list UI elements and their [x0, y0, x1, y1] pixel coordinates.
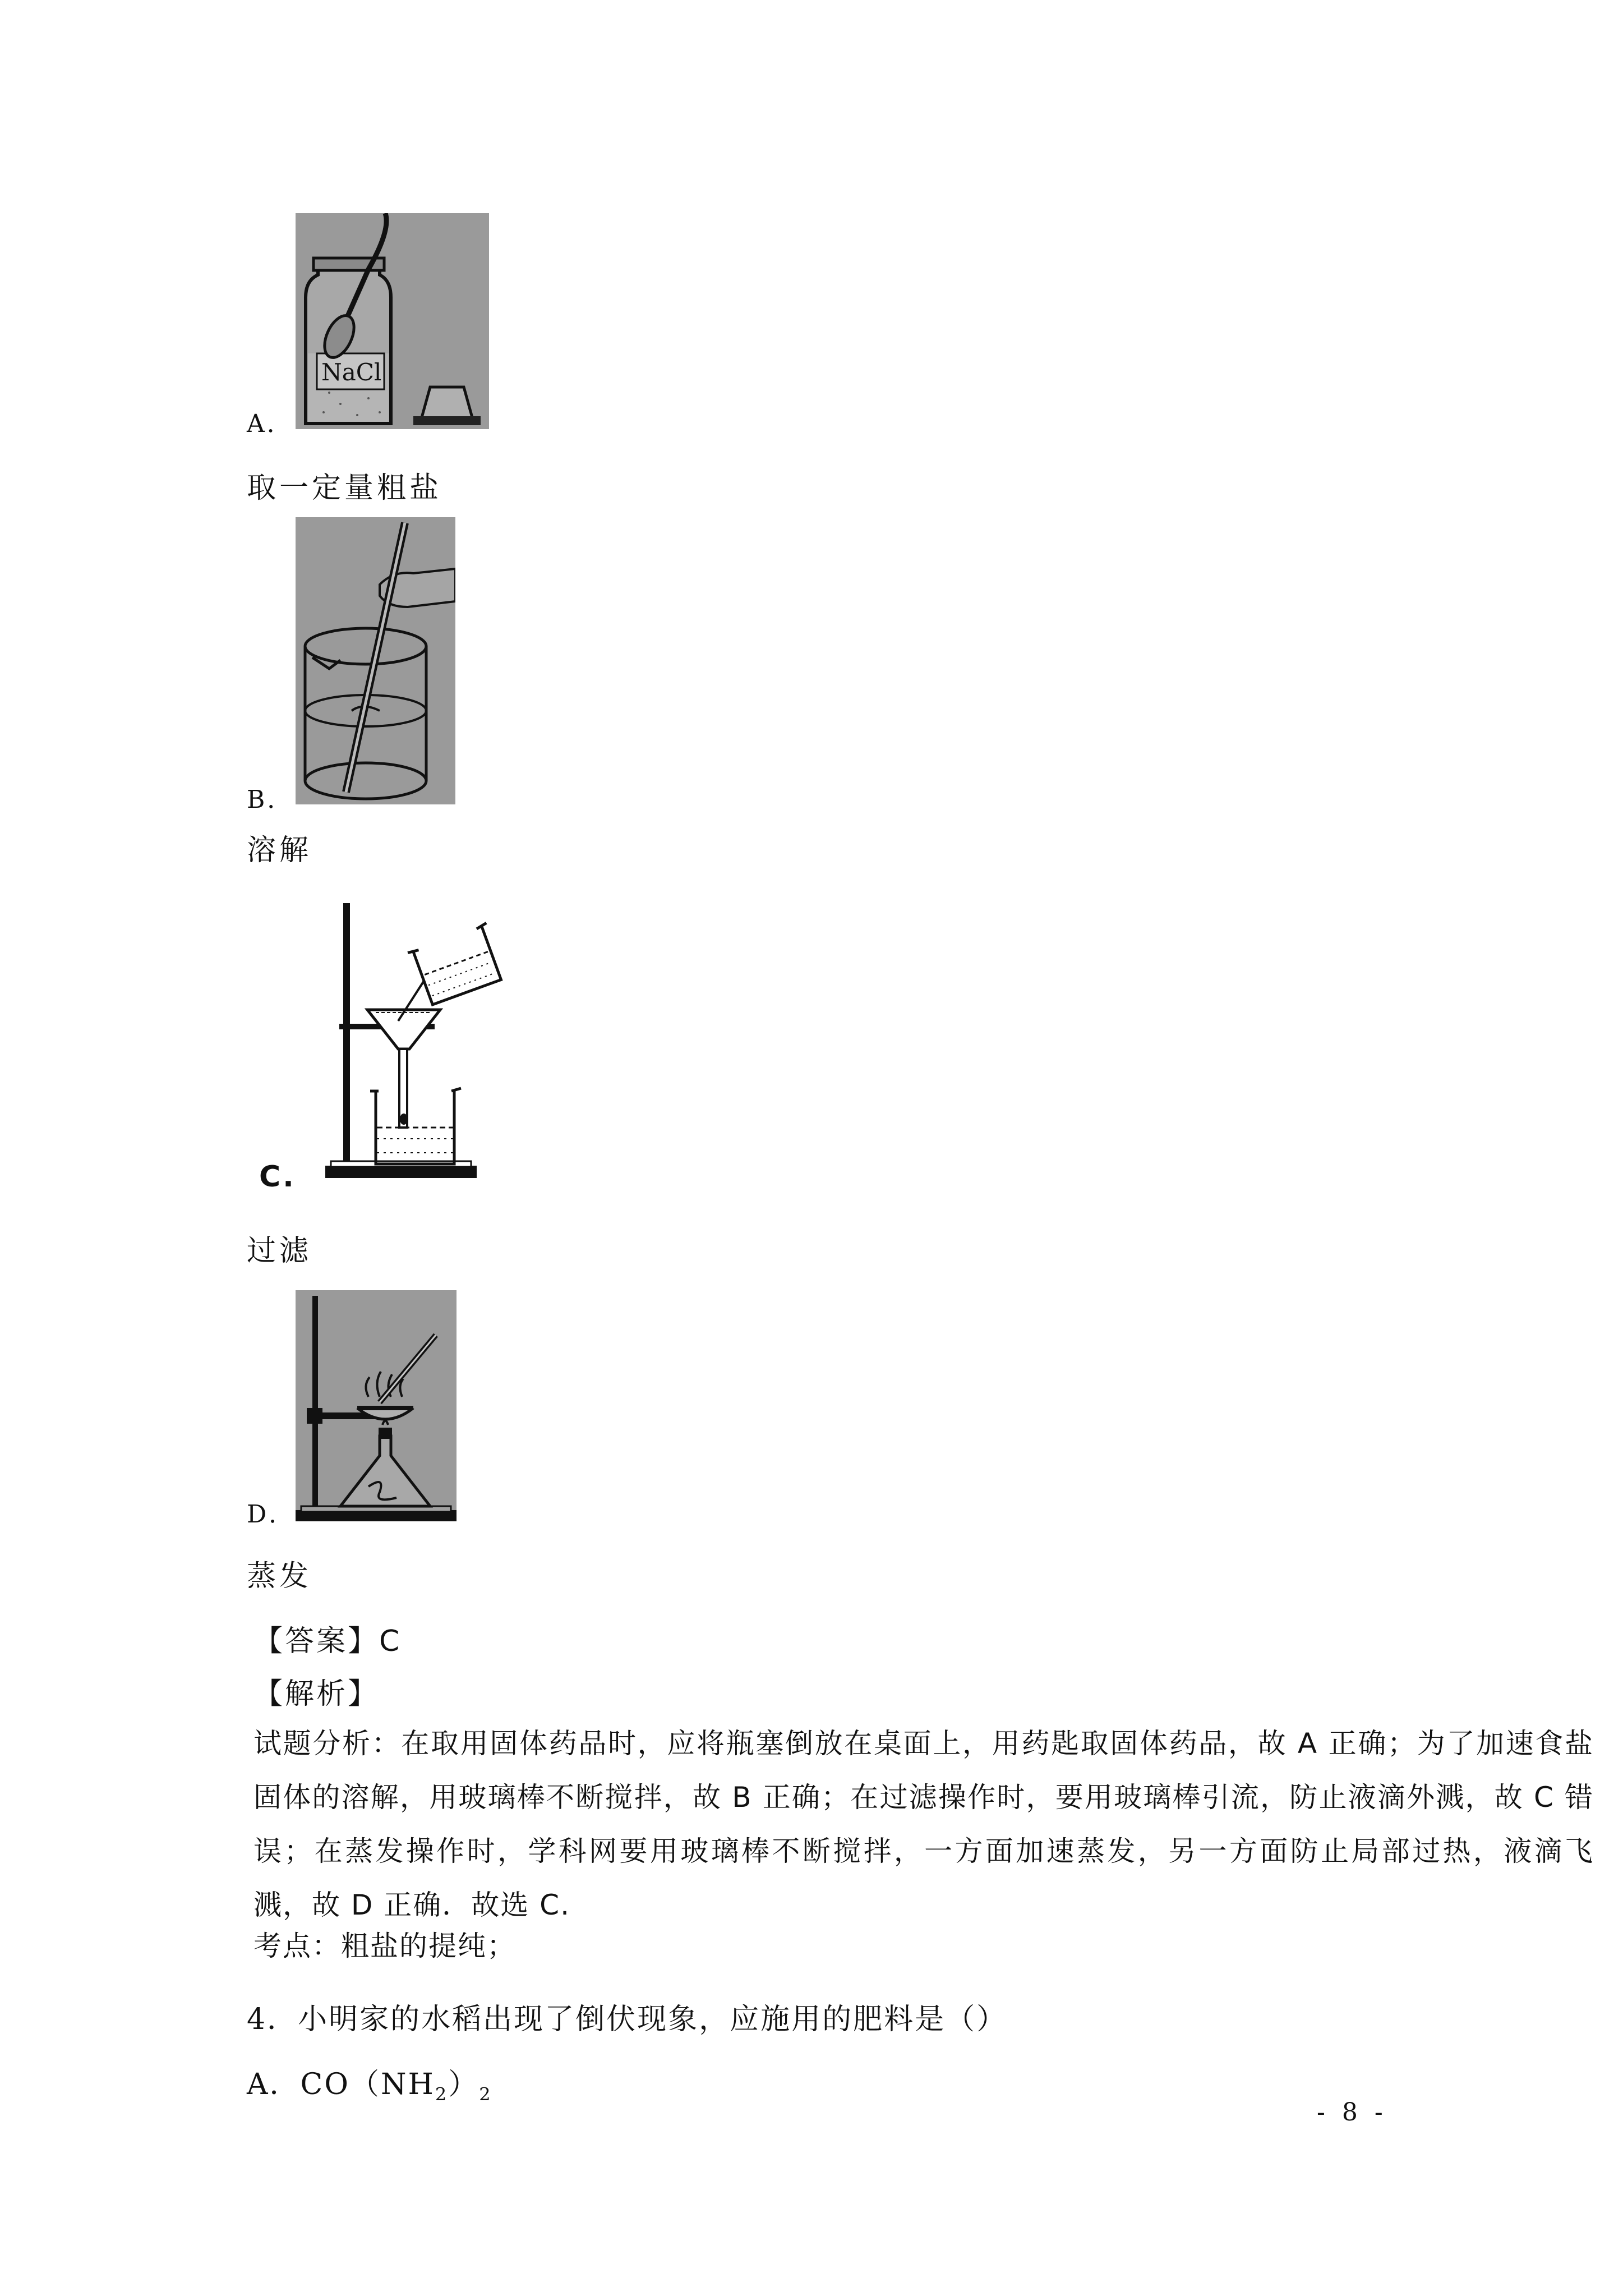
answer-value: C	[379, 1625, 402, 1658]
question-4-stem: 4．小明家的水稻出现了倒伏现象，应施用的肥料是（）	[247, 2003, 1008, 2036]
question-4-option-a	[247, 2070, 492, 2103]
q4-option-a-close: ）	[448, 2068, 479, 2101]
figure-d-evaporation	[296, 1290, 457, 1521]
option-b-letter: B．	[247, 785, 294, 814]
figure-c-filtration	[314, 898, 516, 1189]
figure-a-nacl-label: NaCl	[321, 358, 382, 386]
option-a-caption: 取一定量粗盐	[247, 471, 442, 505]
analysis-text: 试题分析：在取用固体药品时，应将瓶塞倒放在桌面上，用药匙取固体药品，故 A 正确；为了加速食盐固体的溶解，用玻璃棒不断搅拌，故 B 正确；在过滤操作时，要用玻璃棒引流，防止液滴外溅，故 C 错误；在蒸发操作时，学科网要用玻璃棒不断搅拌，一方面加速蒸发，另一方面防止局部过热，液滴飞溅，故 D 正确．故选 C.	[253, 1727, 1594, 1921]
option-c-letter: C.	[259, 1160, 296, 1194]
answer-label: 【答案】	[253, 1625, 380, 1658]
figure-a-reagent-bottle	[296, 213, 489, 429]
figure-b-dissolving	[296, 517, 455, 804]
option-d-caption: 蒸发	[247, 1559, 312, 1593]
option-b-caption: 溶解	[247, 834, 312, 867]
page-number: - 8 -	[1317, 2098, 1387, 2127]
analysis-label: 【解析】	[253, 1677, 380, 1711]
answer-line	[253, 1627, 402, 1656]
option-a-letter: A．	[247, 409, 294, 438]
option-c-caption: 过滤	[247, 1234, 312, 1268]
option-d-letter: D．	[247, 1500, 296, 1529]
q4-option-a-prefix: A．CO（NH	[247, 2068, 435, 2101]
q4-option-a-sub: 2	[435, 2083, 449, 2105]
q4-option-a-sub2: 2	[479, 2083, 492, 2105]
kaodian-line: 考点：粗盐的提纯；	[253, 1930, 516, 1962]
